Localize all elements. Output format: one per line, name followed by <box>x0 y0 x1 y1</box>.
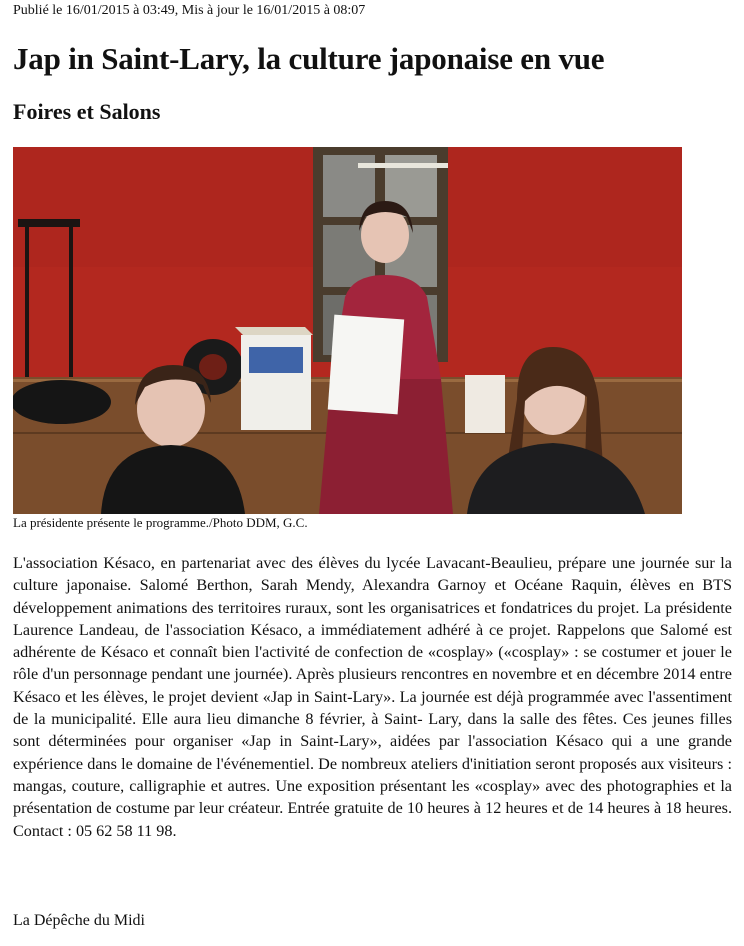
program-sheet <box>328 315 404 415</box>
dark-bag <box>13 380 111 424</box>
article-source: La Dépêche du Midi <box>13 912 145 929</box>
small-box <box>465 375 505 433</box>
photo-illustration <box>13 147 682 514</box>
article-rubric: Foires et Salons <box>13 99 161 124</box>
box-label <box>249 347 303 373</box>
article-body: L'association Késaco, en partenariat avec des élèves du lycée Lavacant-Beaulieu, prépare une journée sur la culture japonaise. Salomé Berthon, Sarah Mendy, Alexandra Garnoy et Océane Raquin, élèves en BTS développement animations des territoires ruraux, sont les organisatrices et fondatrices du projet. La présidente Laurence Landeau, de l'association Késaco, a immédiatement adhéré à ce projet. Rappelons que Salomé est adhérente de Késaco et connaît bien l'activité de confection de «cosplay» («cosplay» : se costumer et jouer le rôle d'un personnage pendant une journée). Après plusieurs rencontres en novembre et en décembre 2014 entre Késaco et les élèves, le projet devient «Jap in Saint-Lary». La journée est déjà programmée avec l'assentiment de la municipalité. Elle aura lieu dimanche 8 février, à Saint- Lary, dans la salle des fêtes. Ces jeunes filles sont déterminées pour organiser «Jap in Saint-Lary», aidées par l'association Késaco qui a une grande expérience dans le domaine de l'événementiel. De nombreux ateliers d'initiation seront proposés aux visiteurs : mangas, couture, calligraphie et autres. Une exposition présentant les «cosplay» avec des photographies et la présentation de costume par leur créateur. Entrée gratuite de 10 heures à 12 heures et de 14 heures à 18 heures. Contact : 05 62 58 11 98. <box>13 554 732 840</box>
article-photo <box>13 147 682 514</box>
box-lid <box>235 327 313 335</box>
stool-leg <box>25 227 29 387</box>
publication-timestamp: Publié le 16/01/2015 à 03:49, Mis à jour le 16/01/2015 à 08:07 <box>13 3 366 18</box>
stool-leg <box>69 227 73 387</box>
photo-caption: La présidente présente le programme./Photo DDM, G.C. <box>13 515 308 530</box>
cable-reel-core <box>199 354 227 380</box>
ceiling-light <box>358 163 448 168</box>
article-headline: Jap in Saint-Lary, la culture japonaise en vue <box>13 41 605 76</box>
stool-top <box>18 219 80 227</box>
